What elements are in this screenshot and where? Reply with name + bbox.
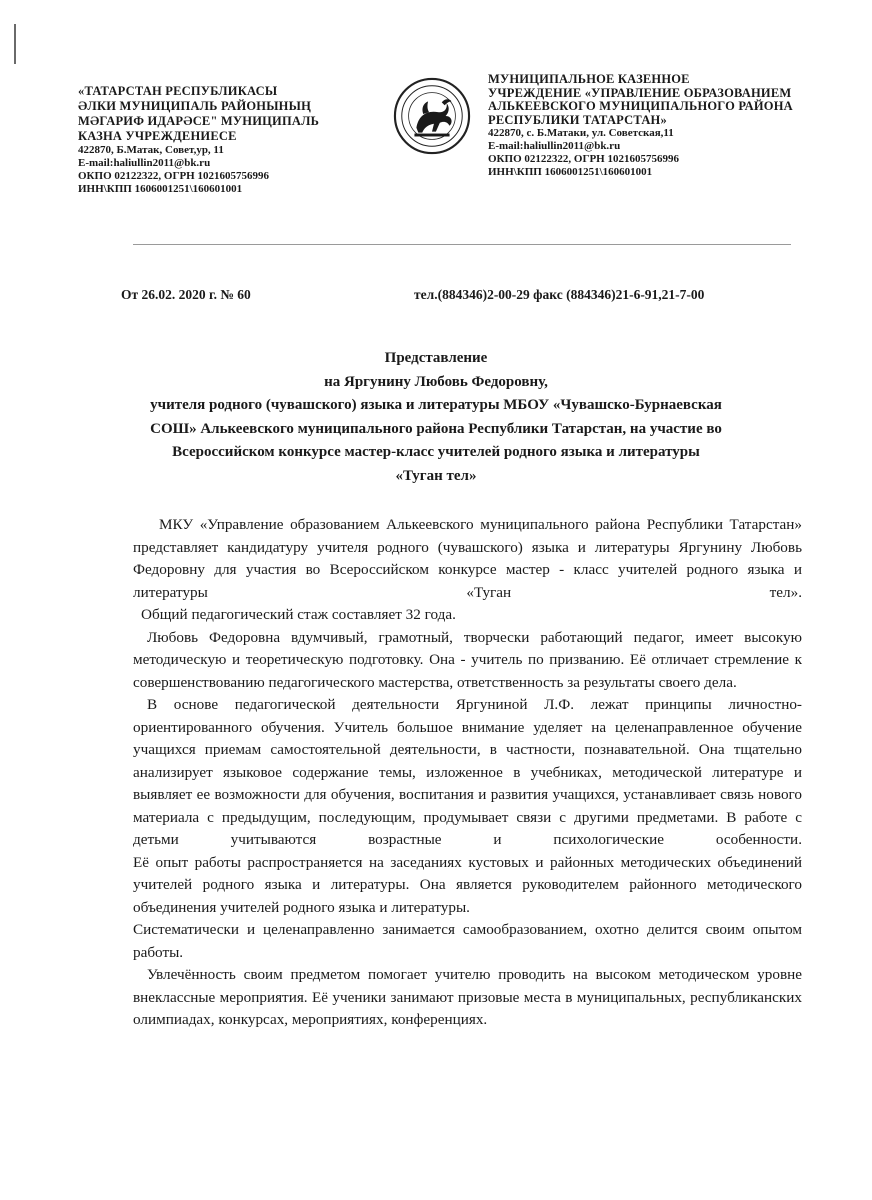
header-left-okpo: ОКПО 02122322, ОГРН 1021605756996 (78, 170, 269, 182)
header-left-line: ӘЛКИ МУНИЦИПАЛЬ РАЙОНЫНЫҢ (78, 99, 312, 113)
header-divider (133, 244, 791, 245)
header-left-address: 422870, Б.Матак, Совет,ур, 11 (78, 144, 224, 156)
body-paragraph: В основе педагогической деятельности Яргуниной Л.Ф. лежат принципы личностно-ориентированного обучения. Учитель большое внимание уделяет на целенаправленное обучение учащихся приемам самостоятельной деятельности, в частности, познавательной. Она тщательно анализирует языковое содержание темы, изложенное в учебниках, методической литературе и выявляет ее возможности для обучения, воспитания и развития учащихся, устанавливает связь нового материала с предыдущим, последующим, продумывает связи с другими предметами. В работе с детьми учитываются возрастные и психологические особенности. (133, 696, 802, 848)
body-paragraph: МКУ «Управление образованием Алькеевского муниципального района Республики Татарстан» представляет кандидатуру учителя родного (чувашского) языка и литературы Яргунину Любовь Федоровну для участия во Всероссийском конкурсе мастер - класс учителей родного языка и литературы «Туган тел». (133, 516, 802, 601)
outgoing-number: От 26.02. 2020 г. № 60 (121, 287, 251, 302)
header-right-address: 422870, с. Б.Матаки, ул. Советская,11 (488, 127, 674, 139)
header-right-line: МУНИЦИПАЛЬНОЕ КАЗЕННОЕ (488, 72, 690, 86)
header-right-line: РЕСПУБЛИКИ ТАТАРСТАН» (488, 112, 667, 127)
header-right-okpo: ОКПО 02122322, ОГРН 1021605756996 (488, 153, 679, 165)
header-left-line: КАЗНА УЧРЕЖДЕНИЕСЕ (78, 129, 237, 143)
body-paragraph: Любовь Федоровна вдумчивый, грамотный, творчески работающий педагог, имеет высокую методическую и теоретическую подготовку. Она - учитель по призванию. Её отличает стремление к совершенствованию педагогического мастерства, ответственность за результаты своего дела. (133, 628, 802, 691)
title-line: на Яргунину Любовь Федоровну, (324, 373, 548, 390)
header-left-inn: ИНН\КПП 1606001251\160601001 (78, 183, 243, 195)
header-left-line: «ТАТАРСТАН РЕСПУБЛИКАСЫ (78, 84, 278, 98)
title-line: учителя родного (чувашского) языка и литературы МБОУ «Чувашско-Бурнаевская (150, 397, 722, 413)
header-left-email: E-mail:haliullin2011@bk.ru (78, 157, 211, 169)
document-body (133, 514, 802, 1032)
title-line: «Туган тел» (395, 467, 477, 484)
scan-artifact-mark (14, 24, 16, 64)
body-paragraph: Общий педагогический стаж составляет 32 года. (141, 606, 456, 623)
body-paragraph: Систематически и целенаправленно занимается самообразованием, охотно делится своим опытом работы. (133, 921, 802, 961)
body-paragraph: Её опыт работы распространяется на заседаниях кустовых и районных методических объединений учителей родного языка и литературы. Она является руководителем районного методического объединения учителей родного языка и литературы. (133, 853, 802, 916)
header-left-tatar (78, 84, 378, 196)
header-right-line: АЛЬКЕЕВСКОГО МУНИЦИПАЛЬНОГО РАЙОНА (488, 99, 793, 113)
title-line: Представление (384, 350, 488, 366)
document-title (100, 347, 772, 488)
header-left-line: МӘГАРИФ ИДАРӘСЕ" МУНИЦИПАЛЬ (78, 114, 320, 128)
header-right-russian (488, 73, 828, 179)
title-line: СОШ» Алькеевского муниципального района Республики Татарстан, на участие во (150, 420, 722, 437)
body-paragraph: Увлечённость своим предметом помогает учителю проводить на высоком методическом уровне внеклассные мероприятия. Её ученики занимают призовые места в муниципальных, республиканских олимпиадах, конкурсах, мероприятиях, конференциях. (133, 966, 802, 1028)
tatarstan-emblem-icon (393, 77, 471, 155)
header-right-line: УЧРЕЖДЕНИЕ «УПРАВЛЕНИЕ ОБРАЗОВАНИЕМ (488, 85, 792, 100)
phone-fax: тел.(884346)2-00-29 факс (884346)21-6-91,21-7-00 (414, 287, 705, 302)
title-line: Всероссийском конкурсе мастер-класс учителей родного языка и литературы (172, 444, 700, 460)
header-right-email: E-mail:haliullin2011@bk.ru (488, 140, 621, 152)
header-right-inn: ИНН\КПП 1606001251\160601001 (488, 166, 653, 178)
